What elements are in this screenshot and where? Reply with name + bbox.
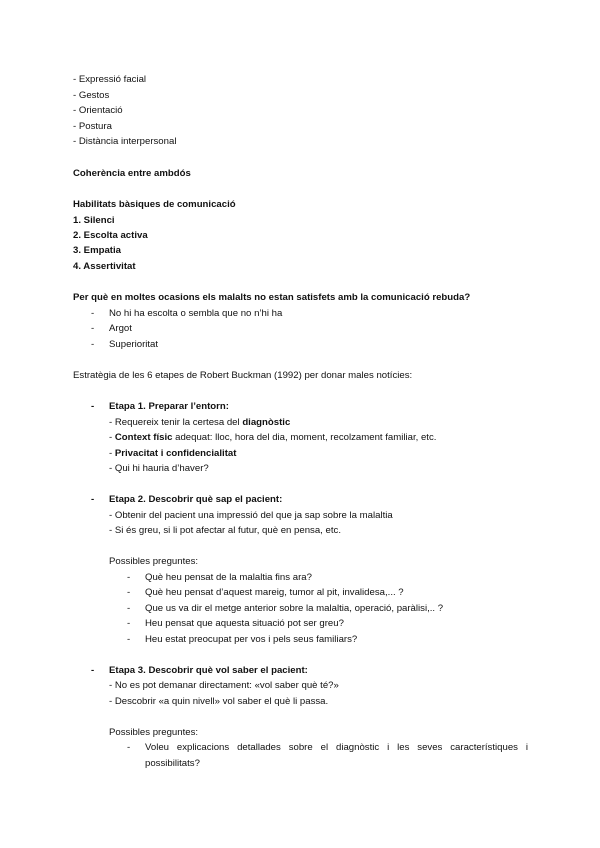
bullet-dash: - xyxy=(127,634,131,645)
stage2-line: - Si és greu, si li pot afectar al futur, què en pensa, etc. xyxy=(109,525,341,536)
bullet-dash: - xyxy=(127,742,131,753)
list-item: - Orientació xyxy=(73,105,123,116)
question-item: Què heu pensat d’aquest mareig, tumor al pit, invalidesa,... ? xyxy=(145,587,404,598)
question-item: Voleu explicacions detallades sobre el diagnòstic i les seves característiques i xyxy=(145,742,528,753)
stage1-line: - Privacitat i confidencialitat xyxy=(109,448,237,459)
stage3-line: - Descobrir «a quin nivell» vol saber el què li passa. xyxy=(109,696,329,707)
bullet-dash: - xyxy=(91,494,95,505)
list-item: - Postura xyxy=(73,121,112,132)
question-item: Heu estat preocupat per vos i pels seus familiars? xyxy=(145,634,358,645)
strategy-intro: Estratègia de les 6 etapes de Robert Buckman (1992) per donar males notícies: xyxy=(73,370,413,381)
possible-questions-label: Possibles preguntes: xyxy=(109,556,199,567)
list-item: - Distància interpersonal xyxy=(73,136,177,147)
bullet-dash: - xyxy=(91,308,95,319)
question-item: Heu pensat que aquesta situació pot ser greu? xyxy=(145,618,344,629)
stage1-line: - Context físic adequat: lloc, hora del dia, moment, recolzament familiar, etc. xyxy=(109,432,437,443)
bullet-dash: - xyxy=(91,323,95,334)
coherence-heading: Coherència entre ambdós xyxy=(73,168,191,179)
dissatisfaction-question: Per què en moltes ocasions els malalts no estan satisfets amb la comunicació rebuda? xyxy=(73,292,471,303)
bullet-dash: - xyxy=(127,603,131,614)
skill-item: 2. Escolta activa xyxy=(73,230,148,241)
list-item: Superioritat xyxy=(109,339,159,350)
stage2-title: Etapa 2. Descobrir què sap el pacient: xyxy=(109,494,283,505)
question-item-continuation: possibilitats? xyxy=(145,758,200,769)
skill-item: 1. Silenci xyxy=(73,215,115,226)
skills-heading: Habilitats bàsiques de comunicació xyxy=(73,199,236,210)
stage2-line: - Obtenir del pacient una impressió del que ja sap sobre la malaltia xyxy=(109,510,393,521)
question-item: Que us va dir el metge anterior sobre la malaltia, operació, paràlisi,.. ? xyxy=(145,603,444,614)
stage1-line: - Qui hi hauria d’haver? xyxy=(109,463,209,474)
bullet-dash: - xyxy=(127,587,131,598)
stage1-line: - Requereix tenir la certesa del diagnòstic xyxy=(109,417,291,428)
skill-item: 3. Empatia xyxy=(73,245,121,256)
bullet-dash: - xyxy=(91,665,95,676)
bullet-dash: - xyxy=(127,572,131,583)
bullet-dash: - xyxy=(127,618,131,629)
question-item: Què heu pensat de la malaltia fins ara? xyxy=(145,572,312,583)
possible-questions-label: Possibles preguntes: xyxy=(109,727,199,738)
bullet-dash: - xyxy=(91,401,95,412)
list-item: - Expressió facial xyxy=(73,74,147,85)
stage1-title: Etapa 1. Preparar l’entorn: xyxy=(109,401,229,412)
bullet-dash: - xyxy=(91,339,95,350)
stage3-line: - No es pot demanar directament: «vol saber què té?» xyxy=(109,680,339,691)
list-item: No hi ha escolta o sembla que no n’hi ha xyxy=(109,308,283,319)
stage3-title: Etapa 3. Descobrir què vol saber el pacient: xyxy=(109,665,308,676)
skill-item: 4. Assertivitat xyxy=(73,261,136,272)
list-item: Argot xyxy=(109,323,132,334)
list-item: - Gestos xyxy=(73,90,110,101)
